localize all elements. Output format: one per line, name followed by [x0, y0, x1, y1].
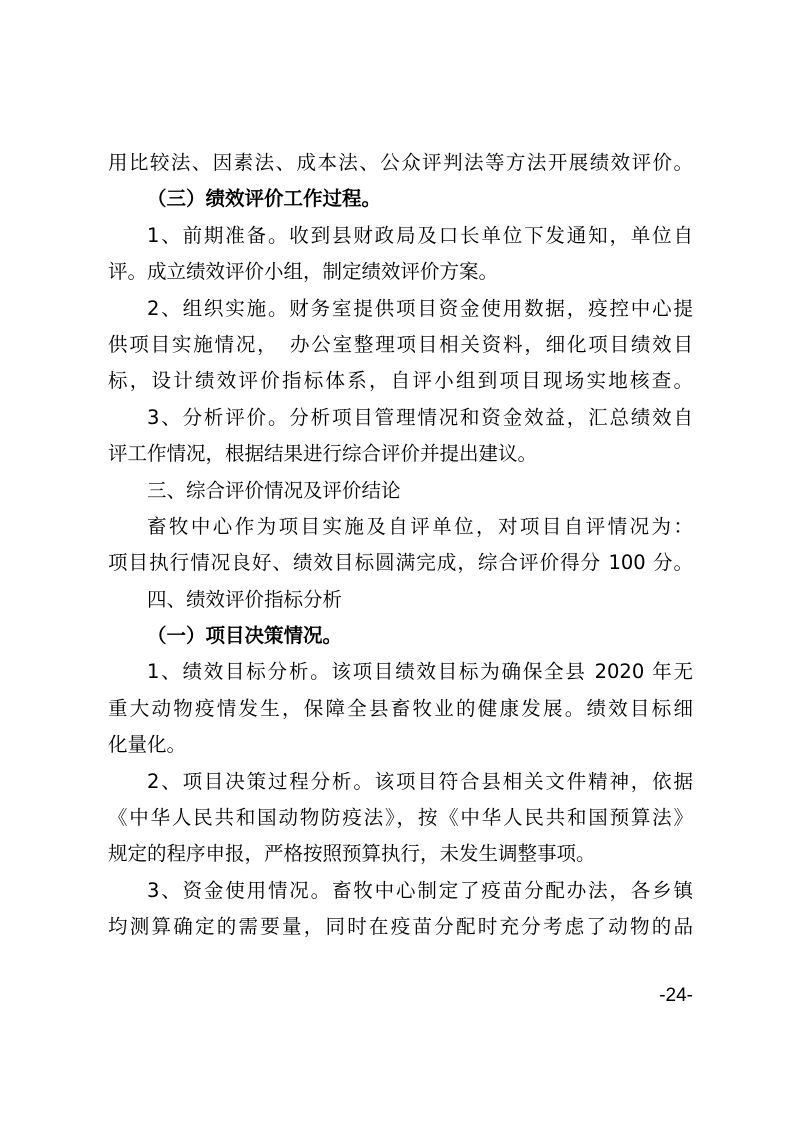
- paragraph-analysis: [108, 400, 693, 473]
- paragraph-continuation: [108, 145, 693, 181]
- text-line: 用比较法、因素法、成本法、公众评判法等方法开展绩效评价。: [108, 151, 693, 174]
- text-line: 2、项目决策过程分析。该项目符合县相关文件精神，依据: [147, 769, 693, 793]
- text-line: 供项目实施情况， 办公室整理项目相关资料，细化项目绩效目: [108, 332, 693, 356]
- text-line: 畜牧中心作为项目实施及自评单位，对项目自评情况为：: [147, 514, 693, 538]
- paragraph-implementation: [108, 291, 693, 400]
- text-line: 《中华人民共和国动物防疫法》，按《中华人民共和国预算法》: [108, 806, 693, 830]
- heading-decision: [108, 618, 693, 654]
- text-line: 2、组织实施。财务室提供项目资金使用数据，疫控中心提: [147, 296, 693, 320]
- heading-indicator-analysis: [108, 582, 693, 618]
- text-line: 1、绩效目标分析。该项目绩效目标为确保全县 2020 年无: [147, 660, 693, 684]
- paragraph-funds-usage: [108, 873, 693, 946]
- section-heading: （一）项目决策情况。: [147, 624, 343, 648]
- page-number: -24-: [659, 985, 693, 1006]
- section-heading: 四、绩效评价指标分析: [147, 587, 343, 611]
- text-line: 评工作情况，根据结果进行综合评价并提出建议。: [108, 442, 538, 466]
- text-line: 规定的程序申报，严格按照预算执行，未发生调整事项。: [108, 842, 596, 866]
- text-line: 3、资金使用情况。畜牧中心制定了疫苗分配办法，各乡镇: [147, 878, 693, 902]
- text-line: 3、分析评价。分析项目管理情况和资金效益，汇总绩效自: [147, 405, 693, 429]
- paragraph-evaluation-result: [108, 509, 693, 582]
- document-body: [108, 145, 693, 946]
- text-line: 标，设计绩效评价指标体系，自评小组到项目现场实地核查。: [108, 369, 693, 393]
- paragraph-preparation: [108, 218, 693, 291]
- paragraph-performance-target: [108, 654, 693, 763]
- text-line: 重大动物疫情发生，保障全县畜牧业的健康发展。绩效目标细: [108, 696, 693, 720]
- heading-evaluation-process: [108, 181, 693, 217]
- text-line: 项目执行情况良好、绩效目标圆满完成，综合评价得分 100 分。: [108, 551, 693, 575]
- section-heading: 三、综合评价情况及评价结论: [147, 478, 401, 502]
- heading-comprehensive-evaluation: [108, 473, 693, 509]
- paragraph-decision-process: [108, 764, 693, 873]
- section-heading: （三）绩效评价工作过程。: [147, 187, 382, 211]
- text-line: 1、前期准备。收到县财政局及口长单位下发通知，单位自: [147, 223, 693, 247]
- text-line: 均测算确定的需要量，同时在疫苗分配时充分考虑了动物的品: [108, 915, 693, 939]
- text-line: 评。成立绩效评价小组，制定绩效评价方案。: [108, 260, 499, 284]
- text-line: 化量化。: [108, 733, 187, 757]
